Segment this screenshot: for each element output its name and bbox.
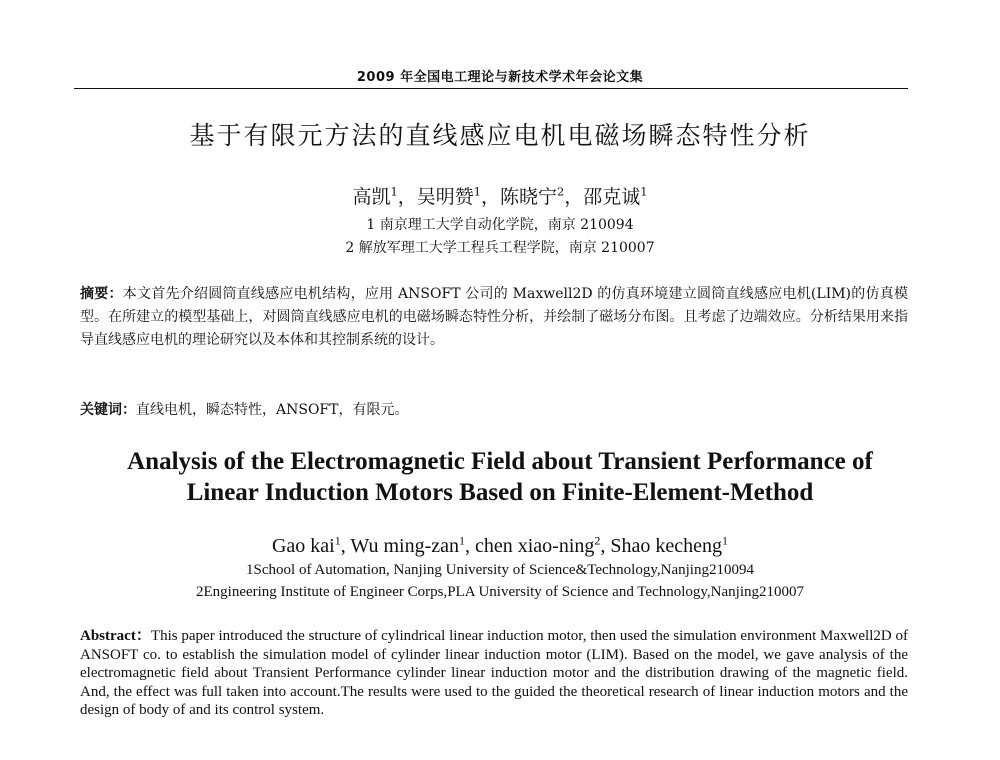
chinese-abstract-label: 摘要：	[80, 286, 123, 302]
chinese-author: 邵克诚$^1$	[583, 184, 648, 208]
english-title-line-1: Analysis of the Electromagnetic Field about Transient Performance of	[127, 448, 873, 475]
chinese-abstract-text: 本文首先介绍圆筒直线感应电机结构，应用 ANSOFT 公司的 Maxwell2D 的仿真环境建立圆筒直线感应电机(LIM)的仿真模型。在所建立的模型基础上，对圆筒直线感应电机的电磁场瞬态特性分析，并绘制了磁场分布图。且考虑了边端效应。分析结果用来指导直线感应电机的理论研究以及本体和其控制系统的设计。	[80, 286, 908, 348]
chinese-affiliation-2: 2 解放军理工大学工程兵工程学院，南京 210007	[345, 240, 655, 256]
english-author: chen xiao-ning$^2$,	[474, 533, 611, 557]
chinese-keywords	[80, 399, 908, 422]
english-affiliation-2: 2Engineering Institute of Engineer Corps,PLA University of Science and Technology,Nanjing210007	[196, 584, 804, 600]
chinese-keywords-label: 关键词：	[80, 402, 136, 418]
chinese-keywords-text: 直线电机，瞬态特性，ANSOFT，有限元。	[136, 402, 409, 418]
running-head: 2009 年全国电工理论与新技术学术年会论文集	[356, 70, 644, 85]
chinese-affiliation-1: 1 南京理工大学自动化学院，南京 210094	[366, 217, 634, 233]
chinese-title: 基于有限元方法的直线感应电机电磁场瞬态特性分析	[189, 121, 811, 150]
english-authors	[0, 535, 1000, 558]
english-affiliation-1: 1School of Automation, Nanjing University of Science&Technology,Nanjing210094	[246, 562, 754, 578]
header-rule	[74, 88, 908, 89]
english-abstract-text: This paper introduced the structure of cylindrical linear induction motor, then used the simulation environment Maxwell2D of ANSOFT co. to establish the simulation model of cylinder linear induction motor (LIM). Based on the model, we gave analysis of the electromagnetic field about Transient Performance cylinder linear induction motor and the distribution drawing of the magnetic field. And, the effect was full taken into account.The results were used to the guided the theoretical research of linear induction motors and the design of body of and its control system.	[80, 628, 908, 718]
english-author: Wu ming-zan$^1$,	[350, 533, 475, 557]
chinese-author: 高凯$^1$，	[352, 184, 417, 208]
english-abstract	[80, 627, 908, 720]
english-author: Gao kai$^1$,	[271, 533, 351, 557]
chinese-author: 吴明赞$^1$，	[416, 184, 500, 208]
chinese-abstract	[80, 283, 908, 352]
english-abstract-label: Abstract：	[80, 628, 151, 644]
english-author: Shao kecheng$^1$	[610, 533, 729, 557]
chinese-authors	[0, 182, 1000, 209]
chinese-author: 陈晓宁$^2$，	[500, 184, 584, 208]
english-title-line-2: Linear Induction Motors Based on Finite-Element-Method	[186, 479, 814, 506]
english-title	[60, 446, 940, 508]
